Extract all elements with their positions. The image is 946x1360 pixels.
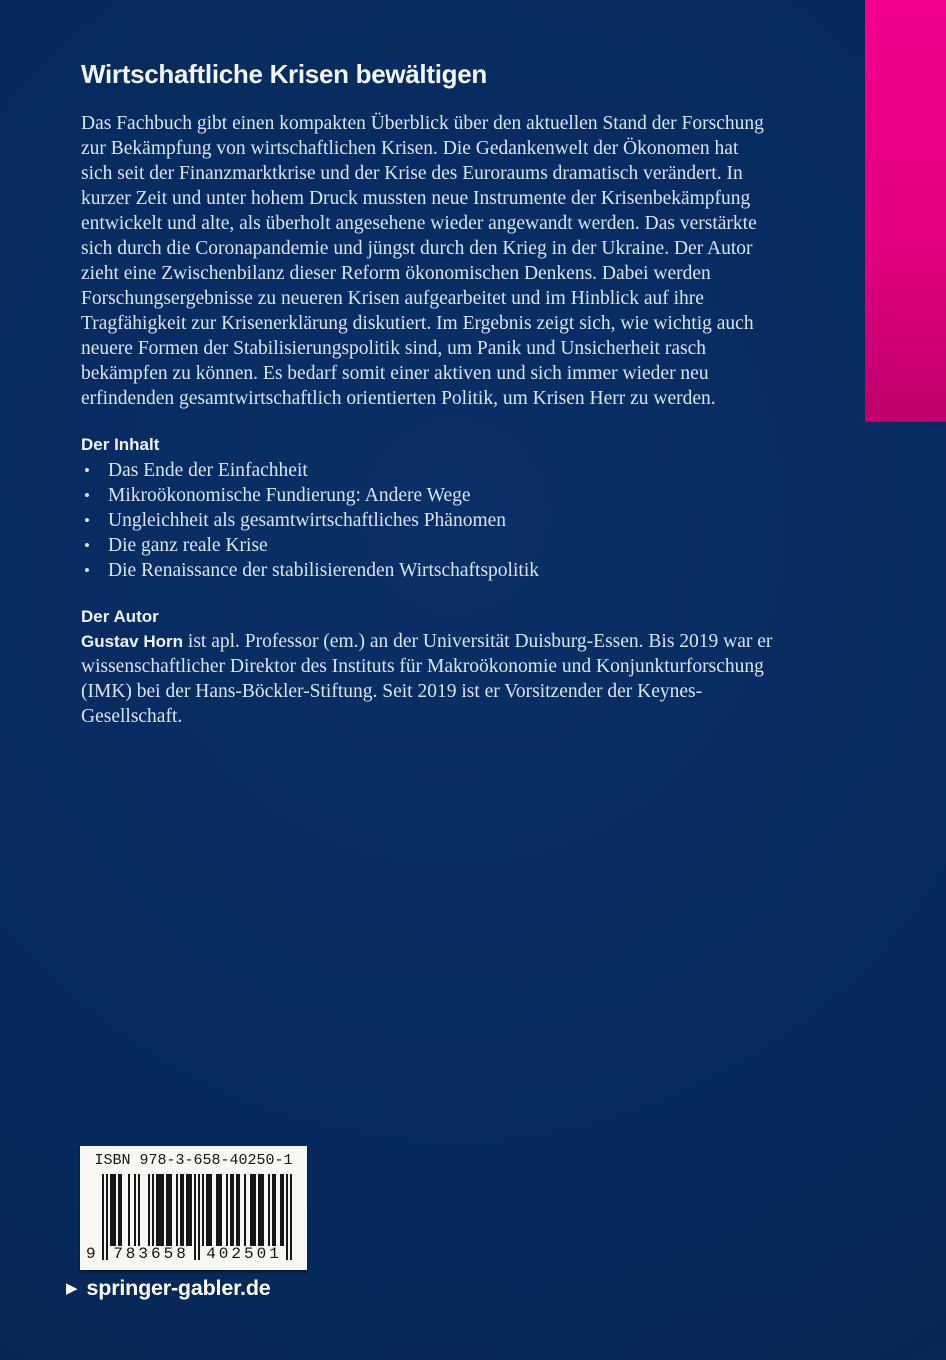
bullet-icon: • bbox=[84, 486, 90, 505]
barcode-digit-group1: 783658 bbox=[113, 1245, 189, 1263]
list-item bbox=[81, 458, 773, 483]
author-name: Gustav Horn bbox=[81, 632, 184, 651]
list-item bbox=[81, 558, 773, 583]
magenta-accent-block bbox=[865, 0, 946, 422]
list-item bbox=[81, 483, 773, 508]
contents-list bbox=[81, 458, 773, 583]
barcode-digit-group2: 402501 bbox=[206, 1245, 282, 1263]
back-cover-content bbox=[81, 58, 773, 729]
list-item-label: Die Renaissance der stabilisierenden Wirtschaftspolitik bbox=[108, 560, 539, 581]
bullet-icon: • bbox=[84, 461, 90, 480]
author-heading: Der Autor bbox=[81, 607, 159, 626]
list-item-label: Ungleichheit als gesamtwirtschaftliches Phänomen bbox=[108, 510, 507, 531]
author-bio bbox=[81, 629, 773, 729]
list-item bbox=[81, 533, 773, 558]
publisher-line bbox=[66, 1276, 271, 1301]
barcode-digit-left: 9 bbox=[86, 1245, 96, 1263]
publisher-url: springer-gabler.de bbox=[86, 1276, 271, 1300]
author-bio-text: ist apl. Professor (em.) an der Universität Duisburg-Essen. Bis 2019 war er wissenschaftlicher Direktor des Instituts für Makroökonomie und Konjunkturforschung (IMK) bei der Hans-Böckler-Stiftung. Seit 2019 ist er Vorsitzender der Keynes-Gesellschaft. bbox=[81, 631, 773, 727]
list-item-label: Das Ende der Einfachheit bbox=[108, 460, 308, 481]
book-description: Das Fachbuch gibt einen kompakten Überblick über den aktuellen Stand der Forschung zur Bekämpfung von wirtschaftlichen Krisen. Die Gedankenwelt der Ökonomen hat sich seit der Finanzmarktkrise und der Krise des Euroraums dramatisch verändert. In kurzer Zeit und unter hohem Druck mussten neue Instrumente der Krisenbekämpfung entwickelt und alte, als überholt angesehene wieder angewandt werden. Das verstärkte sich durch die Coronapandemie und jüngst durch den Krieg in der Ukraine. Der Autor zieht eine Zwischenbilanz dieser Reform ökonomischen Denkens. Dabei werden Forschungsergebnisse zu neueren Krisen aufgearbeitet und im Hinblick auf ihre Tragfähigkeit zur Krisenerklärung diskutiert. Im Ergebnis zeigt sich, wie wichtig auch neuere Formen der Stabilisierungspolitik sind, um Panik und Unsicherheit rasch bekämpfen zu können. Es bedarf somit einer aktiven und sich immer wieder neu erfindenden gesamtwirtschaftlich orientierten Politik, um Krisen Herr zu werden. bbox=[81, 113, 764, 409]
book-title: Wirtschaftliche Krisen bewältigen bbox=[81, 59, 487, 89]
bullet-icon: • bbox=[84, 536, 90, 555]
isbn-barcode-box bbox=[80, 1146, 307, 1270]
bullet-icon: • bbox=[84, 511, 90, 530]
list-item bbox=[81, 508, 773, 533]
bullet-icon: • bbox=[84, 561, 90, 580]
arrow-right-icon: ▶ bbox=[66, 1279, 78, 1297]
isbn-label: ISBN 978-3-658-40250-1 bbox=[94, 1152, 293, 1169]
contents-heading: Der Inhalt bbox=[81, 435, 160, 454]
list-item-label: Mikroökonomische Fundierung: Andere Wege bbox=[108, 485, 471, 506]
list-item-label: Die ganz reale Krise bbox=[108, 535, 268, 556]
